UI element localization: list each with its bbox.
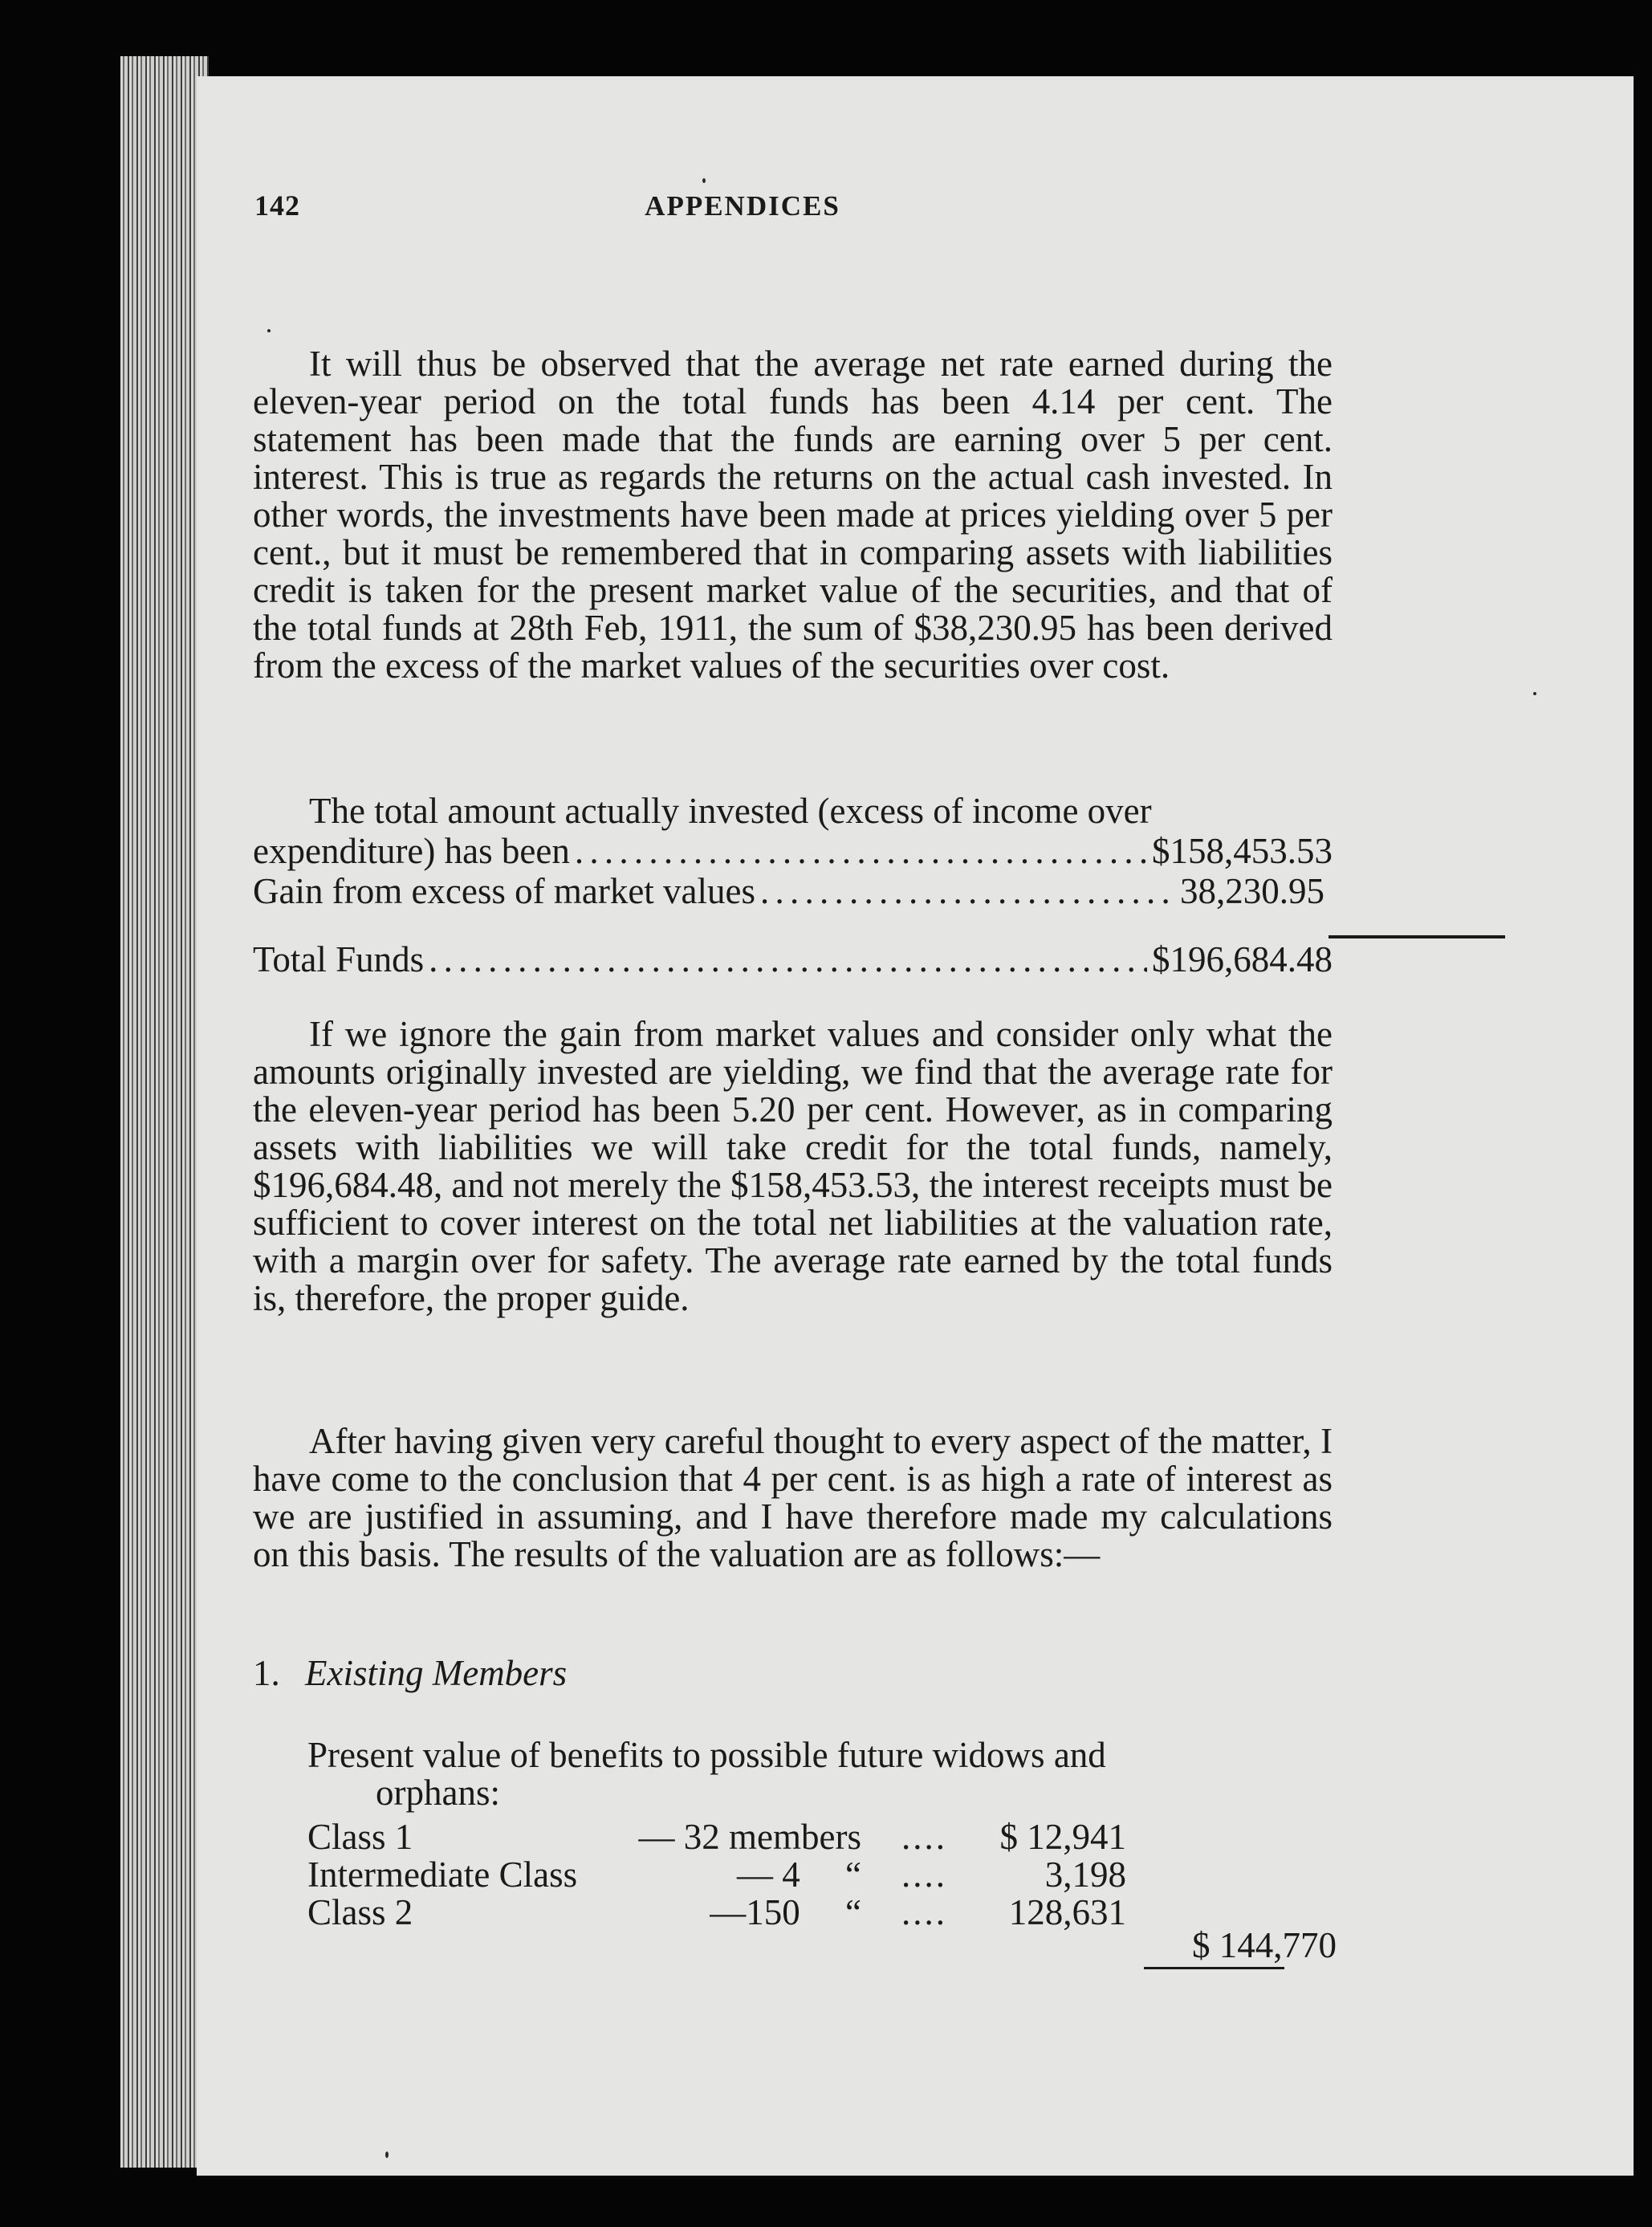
paragraph-text: If we ignore the gain from market values and consider only what the amounts originally invested are yielding, we find that the average rate for the eleven-year period has been 5.20 per cent. However, as in comparing assets with liabilities we will take credit for the total funds, namely, $196,684.48, and not merely the $158,453.53, the interest receipts must be sufficient to cover interest on the total net liabilities at the valuation rate, with a margin over for safety. The average rate earned by the total funds is, therefore, the proper guide. [253, 1014, 1333, 1318]
class-name: Class 1 [307, 1817, 413, 1857]
member-count: — 4 “ [737, 1854, 861, 1895]
ledger-row-invested [253, 831, 1333, 871]
dot-leader [429, 939, 1147, 979]
print-speck [702, 178, 706, 183]
ledger-row-gain [253, 871, 1333, 911]
member-count: —150 “ [710, 1892, 861, 1932]
subtotal-rule [1144, 1967, 1284, 1969]
class-amount: 3,198 [1044, 1854, 1126, 1895]
dot-leader: .... [901, 1817, 947, 1857]
ledger-amount: 38,230.95 [1180, 871, 1324, 911]
print-speck [267, 329, 271, 332]
running-head: APPENDICES [645, 190, 840, 222]
existing-members-total: $ 144,770 [1192, 1925, 1337, 1965]
section-intro-line: Present value of benefits to possible future widows and [307, 1735, 1106, 1775]
dot-leader [575, 831, 1147, 871]
page-number: 142 [254, 189, 300, 222]
section-number: 1. [253, 1653, 280, 1693]
paragraph-ignore-gain [253, 1016, 1333, 1317]
funds-total [253, 939, 1333, 979]
sum-rule [1329, 935, 1505, 938]
print-speck [1533, 692, 1536, 695]
ledger-row-total [253, 939, 1333, 979]
paragraph-text: It will thus be observed that the average net rate earned during the eleven-year period on the total funds has been 4.14 per cent. The statement has been made that the funds are earning over 5 per cent. interest. This is true as regards the returns on the actual cash invested. In other words, the investments have been made at prices yielding over 5 per cent., but it must be remembered that in comparing assets with liabilities credit is taken for the present market value of the securities, and that of the total funds at 28th Feb, 1911, the sum of $38,230.95 has been derived from the excess of the market values of the securities over cost. [253, 344, 1333, 686]
paragraph-average-rate [253, 345, 1333, 685]
member-count: — 32 members [638, 1817, 861, 1857]
ledger-label: Gain from excess of market values [253, 871, 756, 911]
section-title: Existing Members [305, 1653, 568, 1693]
dot-leader: .... [901, 1892, 947, 1932]
class-name: Class 2 [307, 1892, 413, 1932]
class-name: Intermediate Class [307, 1854, 578, 1895]
paragraph-text: After having given very careful thought to every aspect of the matter, I have come to the conclusion that 4 per cent. is as high a rate of interest as we are justified in assuming, and I have therefore made my calculations on this basis. The results of the valuation are as follows:— [253, 1421, 1333, 1574]
ledger-amount: $196,684.48 [1152, 939, 1333, 979]
class-amount: $ 12,941 [999, 1817, 1126, 1857]
ledger-label: Total Funds [253, 939, 425, 979]
ledger-intro-line: The total amount actually invested (excess of income over [309, 791, 1152, 831]
paragraph-conclusion [253, 1423, 1333, 1574]
section-heading-existing-members [253, 1652, 567, 1694]
ledger-label: expenditure) has been [253, 831, 570, 871]
section-intro-line: orphans: [376, 1773, 500, 1813]
dot-leader [760, 871, 1175, 911]
section-intro [307, 1736, 1333, 1812]
ledger-amount: $158,453.53 [1152, 831, 1333, 871]
funds-ledger [253, 791, 1333, 911]
book-binding-edge [120, 56, 209, 2168]
class-amount: 128,631 [1008, 1892, 1126, 1932]
dot-leader: .... [901, 1854, 947, 1895]
print-speck [385, 2152, 389, 2158]
